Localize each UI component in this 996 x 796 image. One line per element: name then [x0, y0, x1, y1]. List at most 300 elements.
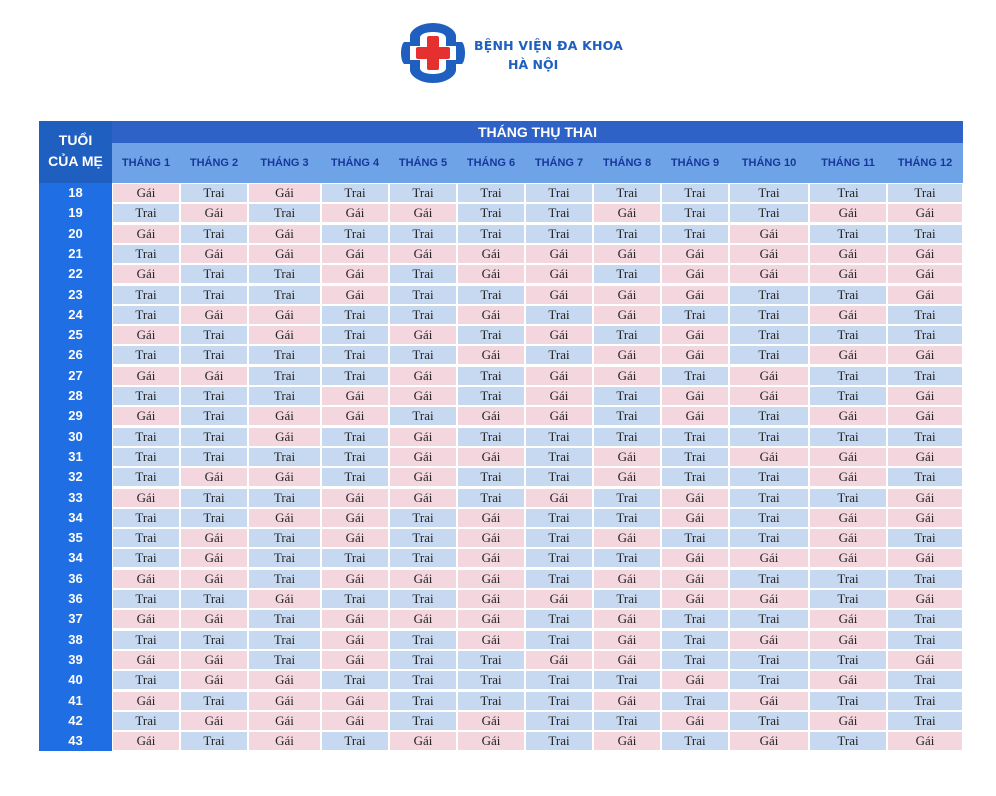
gender-cell: Gái [810, 265, 886, 283]
age-cell: 27 [68, 367, 83, 383]
age-cell: 20 [68, 225, 83, 241]
gender-cell: Trai [662, 468, 728, 486]
gender-cell: Trai [526, 610, 592, 628]
gender-cell: Trai [458, 468, 524, 486]
gender-cell: Gái [594, 692, 660, 710]
gender-cell: Trai [526, 570, 592, 588]
gender-cell: Gái [810, 610, 886, 628]
gender-cell: Trai [662, 184, 728, 202]
age-cell: 35 [68, 530, 83, 546]
age-cell: 40 [68, 672, 83, 688]
gender-cell: Gái [458, 245, 524, 263]
gender-cell: Gái [322, 631, 388, 649]
gender-cell: Trai [181, 631, 247, 649]
gender-cell: Gái [810, 509, 886, 527]
gender-cell: Trai [810, 184, 886, 202]
gender-cell: Gái [662, 407, 728, 425]
gender-cell: Trai [810, 651, 886, 669]
gender-cell: Trai [730, 286, 808, 304]
gender-cell: Trai [113, 245, 179, 263]
gender-cell: Gái [249, 225, 320, 243]
gender-cell: Trai [322, 468, 388, 486]
gender-cell: Gái [113, 225, 179, 243]
gender-cell: Gái [390, 326, 456, 344]
age-cell: 24 [68, 306, 83, 322]
gender-cell: Trai [249, 204, 320, 222]
gender-cell: Gái [730, 265, 808, 283]
gender-cell: Gái [458, 712, 524, 730]
gender-cell: Trai [390, 407, 456, 425]
gender-cell: Trai [594, 265, 660, 283]
month-header-12: THÁNG 12 [887, 143, 963, 183]
gender-cell: Gái [322, 692, 388, 710]
hospital-name-line1: BỆNH VIỆN ĐA KHOA [474, 38, 624, 53]
gender-cell: Trai [113, 529, 179, 547]
gender-cell: Gái [458, 732, 524, 750]
gender-cell: Trai [730, 651, 808, 669]
gender-cell: Gái [888, 245, 962, 263]
gender-cell: Trai [249, 387, 320, 405]
gender-cell: Gái [594, 245, 660, 263]
gender-cell: Trai [888, 225, 962, 243]
gender-cell: Trai [181, 387, 247, 405]
gender-cell: Gái [458, 306, 524, 324]
gender-cell: Gái [888, 387, 962, 405]
gender-cell: Gái [888, 590, 962, 608]
age-cell: 18 [68, 185, 83, 200]
age-cell: 34 [68, 509, 83, 525]
gender-cell: Trai [810, 225, 886, 243]
gender-cell: Gái [322, 529, 388, 547]
gender-cell: Trai [390, 509, 456, 527]
gender-cell: Trai [322, 346, 388, 364]
gender-cell: Gái [181, 671, 247, 689]
gender-cell: Trai [730, 204, 808, 222]
gender-cell: Gái [113, 651, 179, 669]
gender-cell: Gái [249, 245, 320, 263]
gender-cell: Trai [249, 651, 320, 669]
age-cell: 23 [68, 286, 83, 302]
gender-cell: Gái [113, 326, 179, 344]
gender-cell: Gái [888, 549, 962, 567]
gender-cell: Trai [594, 712, 660, 730]
gender-cell: Trai [113, 204, 179, 222]
gender-cell: Trai [526, 204, 592, 222]
gender-cell: Trai [181, 509, 247, 527]
gender-cell: Trai [594, 225, 660, 243]
gender-cell: Trai [181, 265, 247, 283]
gender-cell: Trai [594, 549, 660, 567]
age-cell: 26 [68, 347, 83, 363]
gender-cell: Trai [662, 631, 728, 649]
gender-cell: Gái [249, 692, 320, 710]
month-header-7: THÁNG 7 [525, 143, 593, 183]
gender-cell: Gái [458, 549, 524, 567]
gender-cell: Trai [662, 428, 728, 446]
gender-cell: Gái [249, 306, 320, 324]
age-cell: 36 [68, 591, 83, 606]
age-cell: 22 [68, 266, 83, 282]
gender-cell: Trai [181, 448, 247, 466]
age-header-line2: CỦA MẸ [48, 153, 103, 169]
month-header-6: THÁNG 6 [457, 143, 525, 183]
hospital-cross-icon [398, 18, 468, 88]
gender-cell: Trai [113, 631, 179, 649]
gender-cell: Trai [458, 286, 524, 304]
gender-cell: Trai [322, 184, 388, 202]
gender-cell: Trai [888, 529, 962, 547]
month-header-11: THÁNG 11 [809, 143, 887, 183]
gender-cell: Gái [526, 245, 592, 263]
gender-cell: Trai [390, 590, 456, 608]
gender-cell: Trai [526, 732, 592, 750]
gender-cell: Gái [662, 671, 728, 689]
gender-cell: Gái [810, 204, 886, 222]
gender-cell: Gái [458, 448, 524, 466]
gender-cell: Gái [113, 570, 179, 588]
gender-cell: Trai [458, 692, 524, 710]
gender-cell: Trai [458, 225, 524, 243]
gender-cell: Gái [322, 489, 388, 507]
gender-cell: Gái [888, 509, 962, 527]
hospital-logo [398, 18, 624, 88]
gender-cell: Trai [526, 468, 592, 486]
gender-cell: Trai [662, 692, 728, 710]
gender-cell: Trai [322, 326, 388, 344]
gender-cell: Trai [458, 489, 524, 507]
gender-cell: Gái [113, 692, 179, 710]
gender-cell: Gái [390, 570, 456, 588]
gender-cell: Gái [390, 732, 456, 750]
gender-cell: Trai [730, 326, 808, 344]
gender-cell: Gái [390, 245, 456, 263]
gender-cell: Gái [730, 387, 808, 405]
gender-cell: Trai [113, 387, 179, 405]
gender-cell: Trai [458, 651, 524, 669]
gender-cell: Gái [390, 610, 456, 628]
gender-cell: Gái [662, 286, 728, 304]
gender-cell: Trai [113, 286, 179, 304]
gender-cell: Trai [458, 326, 524, 344]
gender-cell: Gái [888, 651, 962, 669]
gender-cell: Trai [526, 631, 592, 649]
gender-cell: Gái [730, 549, 808, 567]
gender-cell: Gái [249, 184, 320, 202]
age-cell: 25 [68, 327, 83, 343]
gender-cell: Trai [810, 387, 886, 405]
gender-cell: Trai [322, 549, 388, 567]
gender-cell: Trai [249, 570, 320, 588]
gender-cell: Gái [458, 407, 524, 425]
gender-cell: Trai [526, 549, 592, 567]
gender-cell: Gái [249, 732, 320, 750]
gender-cell: Trai [888, 692, 962, 710]
gender-cell: Gái [322, 610, 388, 628]
gender-cell: Trai [322, 428, 388, 446]
gender-cell: Trai [458, 204, 524, 222]
hospital-name-line2: HÀ NỘI [508, 57, 559, 72]
gender-cell: Gái [888, 286, 962, 304]
gender-cell: Gái [730, 590, 808, 608]
gender-cell: Gái [249, 509, 320, 527]
gender-cell: Trai [888, 326, 962, 344]
month-header-5: THÁNG 5 [389, 143, 457, 183]
gender-cell: Gái [730, 367, 808, 385]
gender-cell: Trai [730, 428, 808, 446]
gender-cell: Gái [594, 468, 660, 486]
gender-cell: Trai [888, 631, 962, 649]
gender-cell: Trai [526, 671, 592, 689]
gender-cell: Gái [594, 286, 660, 304]
gender-cell: Gái [249, 712, 320, 730]
gender-cell: Gái [322, 245, 388, 263]
gender-cell: Gái [181, 712, 247, 730]
gender-cell: Trai [249, 448, 320, 466]
gender-cell: Trai [322, 671, 388, 689]
gender-cell: Trai [810, 692, 886, 710]
gender-cell: Trai [181, 326, 247, 344]
gender-cell: Trai [113, 306, 179, 324]
month-header-4: THÁNG 4 [321, 143, 389, 183]
gender-cell: Gái [888, 346, 962, 364]
gender-cell: Gái [594, 448, 660, 466]
gender-cell: Gái [810, 671, 886, 689]
gender-cell: Gái [662, 326, 728, 344]
gender-cell: Gái [662, 346, 728, 364]
gender-cell: Gái [322, 509, 388, 527]
gender-cell: Gái [526, 326, 592, 344]
gender-cell: Gái [888, 448, 962, 466]
gender-cell: Trai [526, 509, 592, 527]
gender-cell: Trai [249, 631, 320, 649]
gender-cell: Trai [594, 428, 660, 446]
gender-cell: Gái [249, 407, 320, 425]
gender-cell: Trai [810, 326, 886, 344]
gender-cell: Gái [810, 549, 886, 567]
gender-cell: Trai [662, 610, 728, 628]
gender-cell: Gái [390, 448, 456, 466]
gender-cell: Gái [390, 204, 456, 222]
age-cell: 29 [68, 408, 83, 424]
gender-cell: Trai [322, 367, 388, 385]
age-cell: 38 [68, 631, 83, 647]
gender-cell: Trai [322, 732, 388, 750]
age-column-header [39, 121, 112, 183]
gender-cell: Gái [113, 407, 179, 425]
gender-cell: Trai [526, 692, 592, 710]
age-cell: 39 [68, 651, 83, 667]
gender-cell: Gái [322, 712, 388, 730]
gender-cell: Gái [594, 367, 660, 385]
gender-cell: Trai [888, 671, 962, 689]
gender-cell: Gái [730, 692, 808, 710]
gender-cell: Trai [810, 286, 886, 304]
gender-cell: Trai [390, 286, 456, 304]
gender-cell: Trai [390, 631, 456, 649]
gender-cell: Gái [249, 468, 320, 486]
table-title: THÁNG THỤ THAI [112, 121, 963, 143]
gender-cell: Trai [888, 184, 962, 202]
gender-cell: Gái [249, 326, 320, 344]
gender-cell: Gái [662, 489, 728, 507]
age-cell: 42 [68, 712, 83, 728]
gender-cell: Trai [888, 367, 962, 385]
gender-cell: Trai [390, 529, 456, 547]
gender-cell: Trai [322, 225, 388, 243]
gender-cell: Gái [730, 225, 808, 243]
gender-cell: Trai [810, 489, 886, 507]
gender-cell: Trai [810, 428, 886, 446]
gender-cell: Gái [888, 265, 962, 283]
age-cell: 19 [68, 205, 83, 221]
gender-cell: Trai [526, 529, 592, 547]
gender-cell: Gái [662, 712, 728, 730]
month-header-10: THÁNG 10 [729, 143, 809, 183]
gender-cell: Trai [526, 428, 592, 446]
gender-cell: Gái [390, 468, 456, 486]
gender-cell: Trai [526, 346, 592, 364]
gender-cell: Trai [730, 184, 808, 202]
gender-cell: Gái [594, 570, 660, 588]
gender-cell: Trai [888, 712, 962, 730]
gender-cell: Trai [390, 184, 456, 202]
gender-cell: Trai [181, 286, 247, 304]
gender-cell: Trai [181, 225, 247, 243]
gender-cell: Trai [113, 590, 179, 608]
gender-cell: Trai [113, 549, 179, 567]
gender-cell: Trai [594, 407, 660, 425]
gender-cell: Trai [662, 651, 728, 669]
age-cell: 31 [68, 448, 83, 464]
gender-cell: Gái [181, 610, 247, 628]
gender-cell: Gái [526, 387, 592, 405]
gender-cell: Trai [810, 590, 886, 608]
gender-cell: Trai [458, 387, 524, 405]
gender-cell: Trai [390, 265, 456, 283]
gender-cell: Gái [390, 387, 456, 405]
gender-cell: Trai [458, 367, 524, 385]
gender-cell: Gái [526, 590, 592, 608]
gender-cell: Trai [249, 489, 320, 507]
gender-cell: Trai [888, 468, 962, 486]
gender-cell: Gái [888, 489, 962, 507]
gender-cell: Gái [322, 286, 388, 304]
gender-cell: Gái [322, 387, 388, 405]
gender-cell: Gái [594, 631, 660, 649]
gender-cell: Gái [249, 671, 320, 689]
gender-cell: Trai [390, 651, 456, 669]
gender-cell: Trai [594, 387, 660, 405]
gender-cell: Gái [526, 651, 592, 669]
gender-cell: Gái [730, 631, 808, 649]
gender-cell: Gái [888, 204, 962, 222]
gender-cell: Trai [249, 367, 320, 385]
gender-cell: Trai [113, 712, 179, 730]
gender-cell: Gái [888, 732, 962, 750]
gender-cell: Trai [594, 590, 660, 608]
gender-cell: Gái [888, 407, 962, 425]
month-header-9: THÁNG 9 [661, 143, 729, 183]
gender-cell: Trai [730, 306, 808, 324]
age-cell: 36 [68, 570, 83, 586]
gender-cell: Trai [390, 671, 456, 689]
age-cell: 41 [68, 692, 83, 708]
gender-cell: Trai [181, 428, 247, 446]
age-cell: 43 [68, 733, 83, 749]
gender-cell: Gái [322, 407, 388, 425]
gender-cell: Gái [662, 590, 728, 608]
gender-cell: Gái [526, 367, 592, 385]
gender-cell: Trai [662, 448, 728, 466]
gender-cell: Gái [810, 712, 886, 730]
gender-cell: Gái [181, 468, 247, 486]
gender-cell: Trai [181, 184, 247, 202]
gender-cell: Trai [390, 225, 456, 243]
gender-cell: Trai [181, 407, 247, 425]
gender-cell: Gái [458, 346, 524, 364]
age-cell: 28 [68, 388, 83, 403]
age-cell: 33 [68, 489, 83, 505]
gender-cell: Gái [458, 265, 524, 283]
gender-cell: Trai [730, 671, 808, 689]
gender-cell: Trai [113, 468, 179, 486]
gender-cell: Trai [390, 346, 456, 364]
gender-cell: Trai [730, 509, 808, 527]
gender-cell: Trai [249, 549, 320, 567]
gender-cell: Trai [181, 346, 247, 364]
gender-cell: Gái [322, 570, 388, 588]
month-header-2: THÁNG 2 [180, 143, 248, 183]
gender-cell: Trai [730, 529, 808, 547]
gender-cell: Gái [113, 265, 179, 283]
gender-cell: Trai [662, 529, 728, 547]
gender-cell: Gái [526, 265, 592, 283]
gender-cell: Gái [322, 265, 388, 283]
age-cell: 32 [68, 469, 83, 485]
gender-cell: Trai [810, 570, 886, 588]
gender-cell: Gái [594, 306, 660, 324]
gender-cell: Gái [810, 468, 886, 486]
gender-cell: Trai [390, 306, 456, 324]
gender-cell: Gái [458, 610, 524, 628]
gender-cell: Gái [810, 407, 886, 425]
gender-cell: Gái [181, 367, 247, 385]
gender-cell: Gái [458, 570, 524, 588]
age-header-line1: TUỔI [58, 132, 93, 148]
gender-cell: Trai [181, 692, 247, 710]
gender-cell: Gái [730, 448, 808, 466]
gender-cell: Trai [181, 732, 247, 750]
gender-cell: Trai [888, 610, 962, 628]
gender-cell: Trai [810, 367, 886, 385]
gender-cell: Gái [458, 529, 524, 547]
gender-cell: Trai [322, 448, 388, 466]
gender-cell: Trai [458, 671, 524, 689]
gender-cell: Gái [322, 651, 388, 669]
gender-cell: Gái [181, 651, 247, 669]
gender-cell: Gái [662, 265, 728, 283]
gender-cell: Trai [249, 529, 320, 547]
gender-cell: Gái [249, 590, 320, 608]
gender-cell: Gái [113, 610, 179, 628]
gender-cell: Gái [113, 367, 179, 385]
gender-cell: Gái [594, 610, 660, 628]
gender-cell: Gái [458, 631, 524, 649]
gender-cell: Gái [322, 204, 388, 222]
gender-cell: Gái [810, 448, 886, 466]
gender-cell: Trai [526, 712, 592, 730]
gender-cell: Trai [526, 306, 592, 324]
